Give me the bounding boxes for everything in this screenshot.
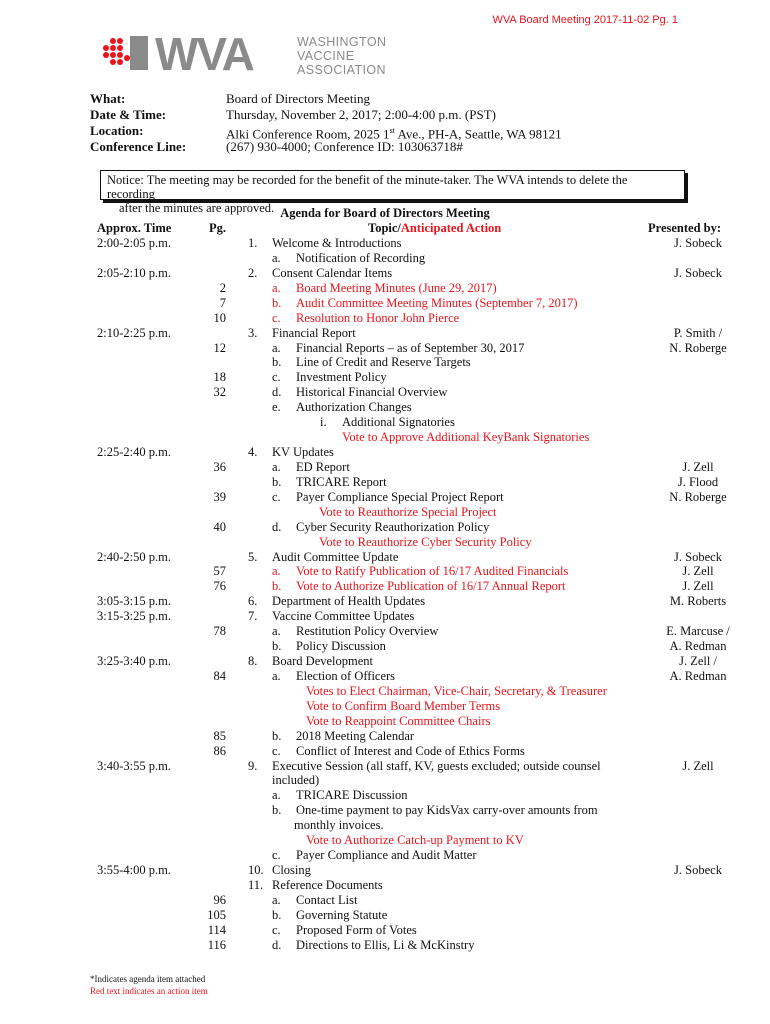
agenda-item-number: 2. bbox=[248, 266, 258, 280]
agenda-item-text: Vote to Confirm Board Member Terms bbox=[306, 699, 501, 713]
agenda-presenter: J. Flood bbox=[677, 475, 719, 489]
agenda-time: 3:25-3:40 p.m. bbox=[97, 654, 171, 668]
agenda-item-number: b. bbox=[272, 355, 282, 369]
agenda-item-text: Vote to Authorize Catch-up Payment to KV bbox=[306, 833, 524, 847]
agenda-item-number: b. bbox=[272, 803, 282, 817]
agenda-item-text: Vote to Ratify Publication of 16/17 Audited Financials bbox=[296, 564, 569, 578]
agenda-item-text: Reference Documents bbox=[272, 878, 383, 892]
agenda-item-text: One-time payment to pay KidsVax carry-over amounts from bbox=[296, 803, 598, 817]
agenda-item-text: Payer Compliance Special Project Report bbox=[296, 490, 504, 504]
agenda-page-number: 105 bbox=[207, 908, 226, 922]
agenda-item-text: Policy Discussion bbox=[296, 639, 386, 653]
agenda-item-text: Additional Signatories bbox=[342, 415, 455, 429]
agenda-page-number: 114 bbox=[207, 923, 226, 937]
agenda-presenter: J. Sobeck bbox=[674, 863, 722, 877]
agenda-item-text: Payer Compliance and Audit Matter bbox=[296, 848, 477, 862]
agenda-item-number: c. bbox=[272, 744, 281, 758]
agenda-presenter: J. Sobeck bbox=[674, 266, 722, 280]
agenda-item-text: Welcome & Introductions bbox=[272, 236, 402, 250]
agenda-item-text: Vaccine Committee Updates bbox=[272, 609, 415, 623]
agenda-presenter: J. Zell bbox=[682, 564, 714, 578]
agenda-item-number: a. bbox=[272, 341, 281, 355]
agenda-item-number: 10. bbox=[248, 863, 264, 877]
agenda-item-number: a. bbox=[272, 669, 281, 683]
agenda-item-text: Audit Committee Meeting Minutes (September 7, 2017) bbox=[296, 296, 578, 310]
agenda-item-number: b. bbox=[272, 908, 282, 922]
agenda-item-number: b. bbox=[272, 729, 282, 743]
agenda-item-text: included) bbox=[272, 773, 320, 787]
agenda-time: 2:05-2:10 p.m. bbox=[97, 266, 171, 280]
agenda-presenter: J. Zell bbox=[682, 759, 714, 773]
what-value: Board of Directors Meeting bbox=[226, 91, 371, 106]
agenda-item-text: Line of Credit and Reserve Targets bbox=[296, 355, 471, 369]
agenda-item-number: a. bbox=[272, 624, 281, 638]
agenda-item-text: Vote to Authorize Publication of 16/17 Annual Report bbox=[296, 579, 566, 593]
agenda-item-text: Board Development bbox=[272, 654, 374, 668]
conference-value: (267) 930-4000; Conference ID: 103063718# bbox=[226, 139, 463, 154]
agenda-item-number: 4. bbox=[248, 445, 258, 459]
agenda-title: Agenda for Board of Directors Meeting bbox=[280, 206, 490, 220]
agenda-item-text: Audit Committee Update bbox=[272, 550, 399, 564]
agenda-time: 3:40-3:55 p.m. bbox=[97, 759, 171, 773]
agenda-item-text: Notification of Recording bbox=[296, 251, 426, 265]
agenda-item-number: b. bbox=[272, 579, 282, 593]
agenda-time: 2:00-2:05 p.m. bbox=[97, 236, 171, 250]
agenda-item-number: d. bbox=[272, 520, 282, 534]
logo-line: WASHINGTON bbox=[297, 35, 387, 49]
agenda-item-text: Investment Policy bbox=[296, 370, 387, 384]
agenda-item-number: c. bbox=[272, 848, 281, 862]
agenda-presenter: J. Sobeck bbox=[674, 550, 722, 564]
agenda-time: 3:55-4:00 p.m. bbox=[97, 863, 171, 877]
agenda-page-number: 86 bbox=[213, 744, 226, 758]
agenda-item-number: i. bbox=[320, 415, 327, 429]
agenda-item-text: Cyber Security Reauthorization Policy bbox=[296, 520, 490, 534]
agenda-item-number: 5. bbox=[248, 550, 258, 564]
agenda-page-number: 85 bbox=[213, 729, 226, 743]
agenda-item-text: TRICARE Report bbox=[296, 475, 387, 489]
notice-line: after the minutes are approved. bbox=[119, 201, 275, 215]
agenda-item-number: d. bbox=[272, 938, 282, 952]
agenda-item-text: Votes to Elect Chairman, Vice-Chair, Secretary, & Treasurer bbox=[306, 684, 607, 698]
agenda-time: 2:10-2:25 p.m. bbox=[97, 326, 171, 340]
agenda-item-text: Directions to Ellis, Li & McKinstry bbox=[296, 938, 475, 952]
agenda-item-number: a. bbox=[272, 893, 281, 907]
conference-label: Conference Line: bbox=[90, 139, 187, 154]
agenda-item-number: a. bbox=[272, 564, 281, 578]
agenda-page-number: 57 bbox=[213, 564, 226, 578]
agenda-item-number: e. bbox=[272, 400, 281, 414]
date-label: Date & Time: bbox=[90, 107, 167, 122]
agenda-item-number: d. bbox=[272, 385, 282, 399]
agenda-item-text: TRICARE Discussion bbox=[296, 788, 408, 802]
agenda-item-number: c. bbox=[272, 490, 281, 504]
page-header-label: WVA Board Meeting 2017-11-02 Pg. 1 bbox=[492, 14, 678, 26]
agenda-item-text: Vote to Reauthorize Cyber Security Policy bbox=[319, 535, 532, 549]
agenda-presenter: M. Roberts bbox=[669, 594, 727, 608]
agenda-page-number: 10 bbox=[213, 311, 226, 325]
agenda-presenter: J. Zell bbox=[682, 460, 714, 474]
agenda-page-number: 116 bbox=[207, 938, 226, 952]
logo-wordmark bbox=[297, 35, 386, 77]
agenda-item-number: b. bbox=[272, 296, 282, 310]
agenda-page-number: 32 bbox=[213, 385, 226, 399]
agenda-presenter: E. Marcuse / bbox=[666, 624, 730, 638]
agenda-presenter: J. Zell / bbox=[679, 654, 717, 668]
agenda-item-number: c. bbox=[272, 923, 281, 937]
logo-line: ASSOCIATION bbox=[297, 63, 386, 77]
agenda-item-text: Authorization Changes bbox=[296, 400, 412, 414]
agenda-item-text: Conflict of Interest and Code of Ethics Forms bbox=[296, 744, 525, 758]
agenda-item-text: Vote to Reauthorize Special Project bbox=[319, 505, 497, 519]
col-topic-header: Topic/Anticipated Action bbox=[368, 221, 502, 235]
agenda-item-text: Vote to Reappoint Committee Chairs bbox=[306, 714, 491, 728]
agenda-item-number: a. bbox=[272, 460, 281, 474]
agenda-item-number: 8. bbox=[248, 654, 258, 668]
col-presented-header: Presented by: bbox=[648, 221, 722, 235]
what-label: What: bbox=[90, 91, 126, 106]
agenda-item-number: c. bbox=[272, 370, 281, 384]
agenda-item-number: b. bbox=[272, 475, 282, 489]
agenda-presenter: A. Redman bbox=[669, 639, 727, 653]
agenda-item-number: a. bbox=[272, 281, 281, 295]
agenda-item-text: Department of Health Updates bbox=[272, 594, 426, 608]
agenda-item-number: 1. bbox=[248, 236, 258, 250]
agenda-page-number: 7 bbox=[219, 296, 226, 310]
col-time-header: Approx. Time bbox=[97, 221, 172, 235]
agenda-page-number: 18 bbox=[213, 370, 226, 384]
agenda-item-text: Contact List bbox=[296, 893, 358, 907]
agenda-page-number: 2 bbox=[219, 281, 226, 295]
agenda-presenter: J. Zell bbox=[682, 579, 714, 593]
agenda-item-number: 3. bbox=[248, 326, 258, 340]
agenda-page-number: 84 bbox=[213, 669, 226, 683]
agenda-item-number: 7. bbox=[248, 609, 258, 623]
agenda-item-number: 11. bbox=[248, 878, 264, 892]
logo-mark: WVA bbox=[155, 32, 253, 80]
agenda-page-number: 36 bbox=[213, 460, 226, 474]
agenda-item-text: Board Meeting Minutes (June 29, 2017) bbox=[296, 281, 497, 295]
agenda-item-text: Proposed Form of Votes bbox=[296, 923, 417, 937]
agenda-page-number: 40 bbox=[213, 520, 226, 534]
agenda-item-text: Resolution to Honor John Pierce bbox=[296, 311, 460, 325]
agenda-item-number: c. bbox=[272, 311, 281, 325]
location-label: Location: bbox=[90, 123, 144, 138]
agenda-presenter: N. Roberge bbox=[669, 490, 727, 504]
agenda-page-number: 78 bbox=[213, 624, 226, 638]
location-value: Alki Conference Room, 2025 1st Ave., PH-A, Seattle, WA 98121 bbox=[226, 126, 562, 142]
date-value: Thursday, November 2, 2017; 2:00-4:00 p.m. (PST) bbox=[226, 107, 496, 122]
agenda-item-text: Restitution Policy Overview bbox=[296, 624, 439, 638]
agenda-item-number: b. bbox=[272, 639, 282, 653]
agenda-presenter: A. Redman bbox=[669, 669, 727, 683]
agenda-page-number: 76 bbox=[213, 579, 226, 593]
agenda-page-number: 96 bbox=[213, 893, 226, 907]
footnote-action: Red text indicates an action item bbox=[90, 986, 208, 996]
agenda-item-text: Historical Financial Overview bbox=[296, 385, 448, 399]
agenda-item-text: Closing bbox=[272, 863, 311, 877]
col-page-header: Pg. bbox=[209, 221, 227, 235]
agenda-item-text: Election of Officers bbox=[296, 669, 396, 683]
agenda-presenter: N. Roberge bbox=[669, 341, 727, 355]
logo-dots-icon bbox=[103, 38, 130, 65]
agenda-item-text: Executive Session (all staff, KV, guests excluded; outside counsel bbox=[272, 759, 601, 773]
agenda-time: 3:15-3:25 p.m. bbox=[97, 609, 171, 623]
agenda-presenter: J. Sobeck bbox=[674, 236, 722, 250]
agenda-item-number: 9. bbox=[248, 759, 258, 773]
agenda-item-text: monthly invoices. bbox=[294, 818, 384, 832]
agenda-item-text: Governing Statute bbox=[296, 908, 388, 922]
notice-line: Notice: The meeting may be recorded for the benefit of the minute-taker. The WVA intends to delete the recording bbox=[107, 173, 628, 201]
agenda-item-text: Financial Report bbox=[272, 326, 356, 340]
agenda-page-number: 39 bbox=[213, 490, 226, 504]
logo-line: VACCINE bbox=[297, 49, 355, 63]
agenda-item-text: ED Report bbox=[296, 460, 350, 474]
logo-gray-block bbox=[130, 36, 148, 70]
agenda-item-text: KV Updates bbox=[272, 445, 334, 459]
agenda-item-number: a. bbox=[272, 251, 281, 265]
agenda-page-number: 12 bbox=[213, 341, 226, 355]
agenda-item-text: Vote to Approve Additional KeyBank Signatories bbox=[342, 430, 590, 444]
agenda-item-text: 2018 Meeting Calendar bbox=[296, 729, 415, 743]
agenda-item-number: 6. bbox=[248, 594, 258, 608]
agenda-time: 2:25-2:40 p.m. bbox=[97, 445, 171, 459]
agenda-presenter: P. Smith / bbox=[673, 326, 723, 340]
footnote-attached: *Indicates agenda item attached bbox=[90, 974, 206, 984]
agenda-time: 3:05-3:15 p.m. bbox=[97, 594, 171, 608]
agenda-item-number: a. bbox=[272, 788, 281, 802]
agenda-item-text: Consent Calendar Items bbox=[272, 266, 393, 280]
agenda-time: 2:40-2:50 p.m. bbox=[97, 550, 171, 564]
agenda-item-text: Financial Reports – as of September 30, 2017 bbox=[296, 341, 525, 355]
